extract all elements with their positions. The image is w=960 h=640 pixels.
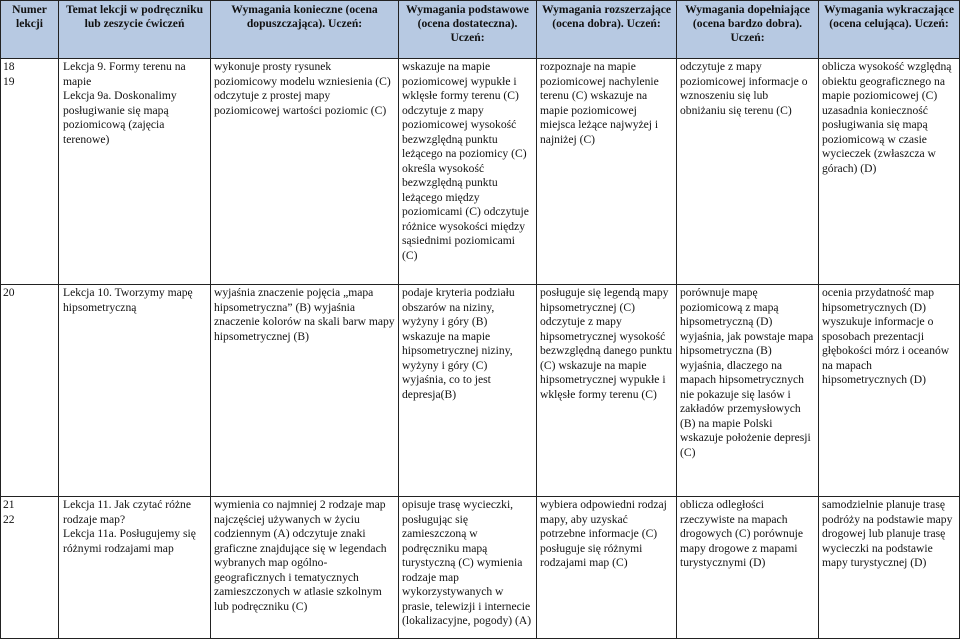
required-cell: wyjaśnia znaczenie pojęcia „mapa hipsometryczna” (B) wyjaśnia znaczenie kolorów na skali barw mapy hipsometrycznej (B)	[211, 285, 399, 497]
header-extended: Wymagania rozszerzające (ocena dobra). Uczeń:	[537, 1, 677, 59]
required-cell: wymienia co najmniej 2 rodzaje map najczęściej używanych w życiu codziennym (A) odczytuje znaki graficzne znajdujące się w legendach wybranych map ogólno-geograficznych i tematycznych zamieszczonych w atlasie szkolnym lub podręczniku (C)	[211, 497, 399, 639]
lesson-topic: Lekcja 9a. Doskonalimy posługiwanie się mapą poziomicową (zajęcia terenowe)	[63, 89, 177, 146]
lesson-number: 20	[3, 286, 15, 299]
header-beyond: Wymagania wykraczające (ocena celująca). Uczeń:	[819, 1, 960, 59]
lesson-topic: Lekcja 9. Formy terenu na mapie	[63, 60, 186, 88]
lesson-number: 19	[3, 74, 15, 88]
extended-cell: wybiera odpowiedni rodzaj mapy, aby uzyskać potrzebne informacje (C) posługuje się różnymi rodzajami map (C)	[537, 497, 677, 639]
basic-cell: opisuje trasę wycieczki, posługując się zamieszczoną w podręczniku mapą turystyczną (C) wymienia rodzaje map wykorzystywanych w prasie, telewizji i internecie (lokalizacyjne, pogody) (A)	[399, 497, 537, 639]
header-lesson-number: Numer lekcji	[1, 1, 59, 59]
complementary-cell: oblicza odległości rzeczywiste na mapach drogowych (C) porównuje mapy drogowe z mapami turystycznymi (D)	[677, 497, 819, 639]
basic-cell: podaje kryteria podziału obszarów na niziny, wyżyny i góry (B) wskazuje na mapie hipsometrycznej niziny, wyżyny i góry (C) wyjaśnia, co to jest depresja(B)	[399, 285, 537, 497]
header-basic: Wymagania podstawowe (ocena dostateczna). Uczeń:	[399, 1, 537, 59]
lesson-topic: Lekcja 11. Jak czytać różne rodzaje map?	[63, 498, 191, 526]
beyond-cell: samodzielnie planuje trasę podróży na podstawie mapy drogowej lub planuje trasę wycieczki na podstawie mapy turystycznej (D)	[819, 497, 960, 639]
lesson-topic: Lekcja 11a. Posługujemy się różnymi rodzajami map	[63, 527, 196, 555]
table-row	[1, 59, 960, 285]
lesson-topics-cell	[59, 497, 211, 639]
beyond-cell: oblicza wysokość względną obiektu geograficznego na mapie poziomicowej (C) uzasadnia konieczność posługiwania się mapą poziomicową w czasie wycieczek (zwłaszcza w górach) (D)	[819, 59, 960, 285]
complementary-cell: odczytuje z mapy poziomicowej informacje o wznoszeniu się lub obniżaniu się terenu (C)	[677, 59, 819, 285]
table-row	[1, 285, 960, 497]
table-row	[1, 497, 960, 639]
lesson-topics-cell	[59, 59, 211, 285]
basic-cell: wskazuje na mapie poziomicowej wypukłe i wklęsłe formy terenu (C) odczytuje z mapy poziomicowej wysokość bezwzględną punktu leżącego na poziomicy (C) określa wysokość bezwzględną punktu leżącego między poziomicami (C) odczytuje różnice wysokości między sąsiednimi poziomicami (C)	[399, 59, 537, 285]
required-cell: wykonuje prosty rysunek poziomicowy modelu wzniesienia (C) odczytuje z prostej mapy poziomicowej wartości poziomic (C)	[211, 59, 399, 285]
extended-cell: rozpoznaje na mapie poziomicowej nachylenie terenu (C) wskazuje na mapie poziomicowej miejsca leżące najwyżej i najniżej (C)	[537, 59, 677, 285]
lesson-topic: Lekcja 10. Tworzymy mapę hipsometryczną	[63, 286, 193, 314]
header-row	[1, 1, 960, 59]
header-required: Wymagania konieczne (ocena dopuszczająca). Uczeń:	[211, 1, 399, 59]
header-complementary: Wymagania dopełniające (ocena bardzo dobra). Uczeń:	[677, 1, 819, 59]
lesson-numbers-cell	[1, 497, 59, 639]
beyond-cell: ocenia przydatność map hipsometrycznych (D) wyszukuje informacje o sposobach prezentacji głębokości mórz i oceanów na mapach hipsometrycznych (D)	[819, 285, 960, 497]
lesson-numbers-cell	[1, 285, 59, 497]
lesson-number: 18	[3, 60, 15, 73]
lesson-number: 21	[3, 498, 15, 511]
lesson-numbers-cell	[1, 59, 59, 285]
lesson-number: 22	[3, 512, 15, 526]
complementary-cell: porównuje mapę poziomicową z mapą hipsometryczną (D) wyjaśnia, jak powstaje mapa hipsometryczna (B) wyjaśnia, dlaczego na mapach hipsometrycznych nie pokazuje się lasów i zakładów przemysłowych (B) na mapie Polski wskazuje położenie depresji (C)	[677, 285, 819, 497]
extended-cell: posługuje się legendą mapy hipsometrycznej (C) odczytuje z mapy hipsometrycznej wysokość bezwzględną danego punktu (C) wskazuje na mapie hipsometrycznej wypukłe i wklęsłe formy terenu (C)	[537, 285, 677, 497]
lesson-topics-cell	[59, 285, 211, 497]
header-lesson-topic: Temat lekcji w podręczniku lub zeszycie ćwiczeń	[59, 1, 211, 59]
